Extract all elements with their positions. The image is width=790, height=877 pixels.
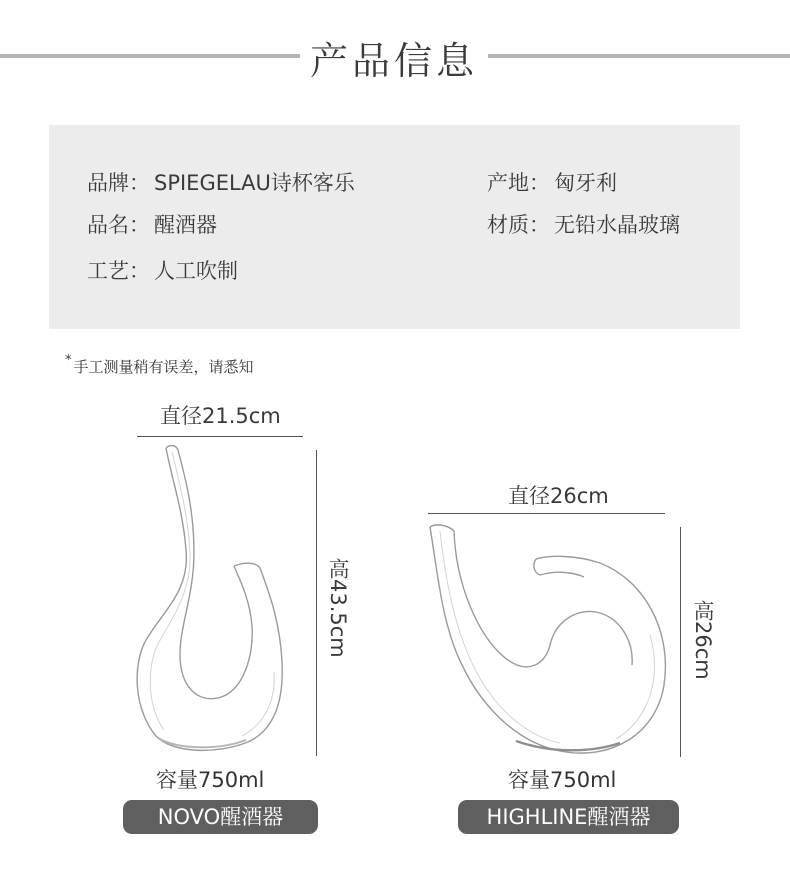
novo-diameter-label: 直径21.5cm <box>160 404 281 428</box>
note-text: 手工测量稍有误差，请悉知 <box>73 358 254 376</box>
novo-diameter-line <box>137 436 303 437</box>
name-label: 品名： <box>87 213 150 237</box>
origin-value: 匈牙利 <box>554 171 617 195</box>
name-value: 醒酒器 <box>154 213 217 237</box>
origin-label: 产地： <box>487 171 550 195</box>
brand-row <box>87 167 355 197</box>
novo-height-label: 高43.5cm <box>326 558 350 658</box>
material-label: 材质： <box>487 213 550 237</box>
highline-height-line <box>680 527 681 757</box>
note-asterisk: * <box>65 353 72 368</box>
craft-row <box>87 255 238 285</box>
highline-name-badge: HIGHLINE醒酒器 <box>458 800 679 834</box>
origin-row <box>487 167 617 197</box>
novo-name-badge: NOVO醒酒器 <box>123 800 318 834</box>
brand-label: 品牌： <box>87 171 150 195</box>
product-info-panel <box>49 125 740 329</box>
novo-height-line <box>316 450 317 756</box>
novo-capacity: 容量750ml <box>156 768 265 792</box>
measurement-note <box>65 353 254 377</box>
craft-label: 工艺： <box>87 259 150 283</box>
brand-value: SPIEGELAU诗杯客乐 <box>154 171 355 195</box>
highline-decanter-image <box>420 515 680 760</box>
material-row <box>487 209 680 239</box>
highline-diameter-label: 直径26cm <box>508 484 609 508</box>
name-row <box>87 209 217 239</box>
highline-diameter-line <box>428 513 665 514</box>
material-value: 无铅水晶玻璃 <box>554 213 680 237</box>
title-divider-left <box>0 55 300 58</box>
craft-value: 人工吹制 <box>154 259 238 283</box>
highline-height-label: 高26cm <box>691 600 715 680</box>
title-divider-right <box>488 55 790 58</box>
novo-decanter-image <box>128 440 308 760</box>
section-title: 产品信息 <box>309 39 478 83</box>
section-title-row <box>0 26 790 86</box>
highline-capacity: 容量750ml <box>508 768 617 792</box>
